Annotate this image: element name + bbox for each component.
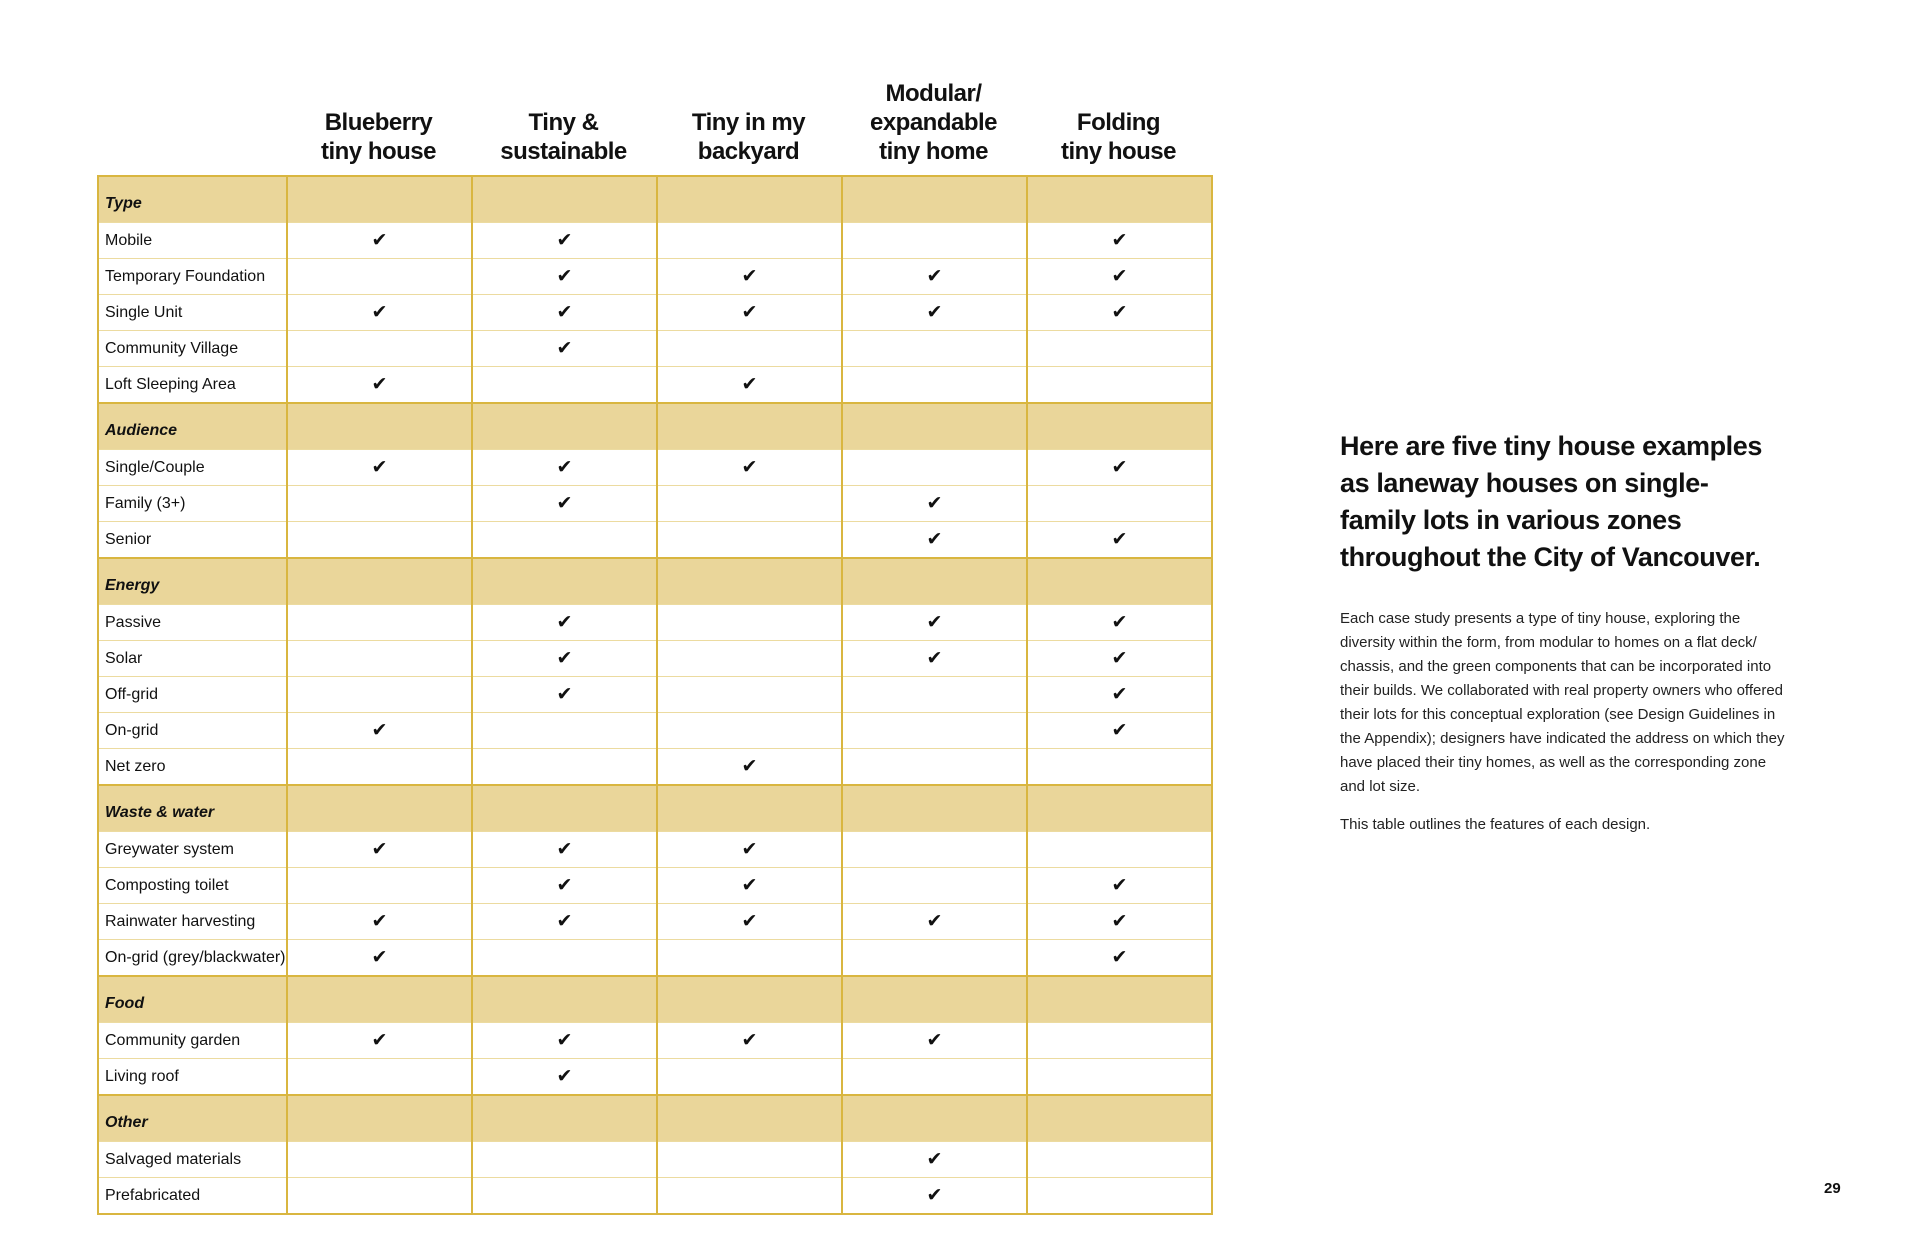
section-cell	[472, 558, 657, 605]
section-cell	[842, 176, 1027, 223]
row-label: Loft Sleeping Area	[98, 367, 287, 404]
feature-cell	[472, 641, 657, 677]
row-label: On-grid (grey/blackwater)	[98, 940, 287, 977]
row-label: Solar	[98, 641, 287, 677]
feature-cell	[287, 904, 472, 940]
column-header-line: expandable	[869, 109, 998, 136]
checkmark-icon: ✔	[556, 229, 573, 251]
section-title: Energy	[98, 558, 287, 605]
table-row	[98, 1023, 1212, 1059]
checkmark-icon: ✔	[926, 1184, 943, 1206]
feature-cell	[287, 749, 472, 786]
feature-cell	[287, 367, 472, 404]
column-header-line: tiny house	[1060, 138, 1176, 165]
feature-cell	[1027, 295, 1212, 331]
section-title: Waste & water	[98, 785, 287, 832]
checkmark-icon: ✔	[1111, 910, 1128, 932]
table-row	[98, 832, 1212, 868]
feature-cell	[842, 1059, 1027, 1096]
feature-cell	[657, 295, 842, 331]
feature-cell	[657, 605, 842, 641]
column-header-line: Modular/	[885, 80, 982, 107]
row-label: On-grid	[98, 713, 287, 749]
feature-cell	[472, 331, 657, 367]
feature-cell	[842, 295, 1027, 331]
checkmark-icon: ✔	[556, 301, 573, 323]
feature-cell	[1027, 749, 1212, 786]
checkmark-icon: ✔	[926, 1029, 943, 1051]
feature-cell	[657, 486, 842, 522]
feature-cell	[1027, 486, 1212, 522]
column-header	[286, 108, 471, 166]
table-row	[98, 223, 1212, 259]
column-header	[656, 108, 841, 166]
feature-cell	[287, 1059, 472, 1096]
section-row	[98, 176, 1212, 223]
checkmark-icon: ✔	[1111, 265, 1128, 287]
section-cell	[287, 176, 472, 223]
feature-cell	[1027, 450, 1212, 486]
feature-cell	[842, 450, 1027, 486]
feature-cell	[287, 331, 472, 367]
section-cell	[842, 403, 1027, 450]
feature-cell	[842, 904, 1027, 940]
section-cell	[657, 558, 842, 605]
checkmark-icon: ✔	[926, 492, 943, 514]
feature-cell	[1027, 1059, 1212, 1096]
column-header-line: sustainable	[500, 138, 627, 165]
table-row	[98, 1178, 1212, 1215]
feature-cell	[842, 641, 1027, 677]
section-cell	[1027, 976, 1212, 1023]
table-row	[98, 713, 1212, 749]
feature-cell	[842, 832, 1027, 868]
column-header-line: Blueberry	[324, 109, 433, 136]
row-label: Single/Couple	[98, 450, 287, 486]
checkmark-icon: ✔	[556, 456, 573, 478]
checkmark-icon: ✔	[741, 838, 758, 860]
table-row	[98, 259, 1212, 295]
feature-cell	[657, 641, 842, 677]
feature-cell	[842, 486, 1027, 522]
feature-cell	[657, 749, 842, 786]
table-row	[98, 904, 1212, 940]
table-row	[98, 450, 1212, 486]
column-header-line: Tiny in my	[691, 109, 806, 136]
feature-cell	[657, 259, 842, 295]
feature-cell	[842, 259, 1027, 295]
table-row	[98, 641, 1212, 677]
feature-cell	[287, 259, 472, 295]
section-cell	[287, 1095, 472, 1142]
section-cell	[472, 976, 657, 1023]
feature-cell	[472, 749, 657, 786]
section-cell	[657, 403, 842, 450]
feature-cell	[287, 868, 472, 904]
checkmark-icon: ✔	[556, 874, 573, 896]
column-header-line: Folding	[1076, 109, 1161, 136]
feature-cell	[287, 486, 472, 522]
table-row	[98, 486, 1212, 522]
feature-cell	[1027, 868, 1212, 904]
feature-cell	[657, 832, 842, 868]
checkmark-icon: ✔	[926, 528, 943, 550]
feature-cell	[657, 367, 842, 404]
table-row	[98, 295, 1212, 331]
feature-cell	[842, 331, 1027, 367]
feature-cell	[472, 940, 657, 977]
section-cell	[1027, 785, 1212, 832]
section-cell	[1027, 558, 1212, 605]
section-row	[98, 558, 1212, 605]
feature-cell	[1027, 1023, 1212, 1059]
feature-cell	[842, 605, 1027, 641]
section-cell	[842, 558, 1027, 605]
row-label: Rainwater harvesting	[98, 904, 287, 940]
feature-cell	[842, 1178, 1027, 1215]
checkmark-icon: ✔	[741, 874, 758, 896]
feature-cell	[472, 1142, 657, 1178]
section-cell	[842, 785, 1027, 832]
feature-cell	[657, 1142, 842, 1178]
feature-cell	[472, 223, 657, 259]
checkmark-icon: ✔	[1111, 611, 1128, 633]
section-cell	[1027, 403, 1212, 450]
feature-cell	[287, 832, 472, 868]
checkmark-icon: ✔	[741, 456, 758, 478]
checkmark-icon: ✔	[371, 1029, 388, 1051]
column-header-line: tiny house	[320, 138, 436, 165]
feature-cell	[1027, 677, 1212, 713]
feature-cell	[287, 295, 472, 331]
checkmark-icon: ✔	[371, 456, 388, 478]
feature-cell	[472, 1023, 657, 1059]
table-row	[98, 331, 1212, 367]
checkmark-icon: ✔	[1111, 946, 1128, 968]
feature-cell	[472, 522, 657, 559]
checkmark-icon: ✔	[556, 337, 573, 359]
row-label: Greywater system	[98, 832, 287, 868]
feature-cell	[1027, 223, 1212, 259]
checkmark-icon: ✔	[1111, 528, 1128, 550]
feature-cell	[657, 677, 842, 713]
feature-cell	[657, 868, 842, 904]
section-cell	[287, 976, 472, 1023]
row-label: Off-grid	[98, 677, 287, 713]
checkmark-icon: ✔	[741, 265, 758, 287]
feature-cell	[842, 677, 1027, 713]
checkmark-icon: ✔	[1111, 874, 1128, 896]
feature-cell	[287, 940, 472, 977]
feature-cell	[842, 749, 1027, 786]
feature-cell	[472, 713, 657, 749]
feature-cell	[1027, 605, 1212, 641]
checkmark-icon: ✔	[1111, 301, 1128, 323]
feature-cell	[1027, 832, 1212, 868]
table-row	[98, 1142, 1212, 1178]
feature-cell	[1027, 1142, 1212, 1178]
checkmark-icon: ✔	[1111, 647, 1128, 669]
row-label: Living roof	[98, 1059, 287, 1096]
section-cell	[472, 785, 657, 832]
feature-cell	[287, 1142, 472, 1178]
checkmark-icon: ✔	[556, 910, 573, 932]
feature-cell	[657, 713, 842, 749]
row-label: Prefabricated	[98, 1178, 287, 1215]
feature-cell	[287, 677, 472, 713]
table-row	[98, 605, 1212, 641]
section-cell	[842, 976, 1027, 1023]
section-cell	[472, 1095, 657, 1142]
checkmark-icon: ✔	[926, 265, 943, 287]
table-row	[98, 749, 1212, 786]
feature-cell	[842, 367, 1027, 404]
feature-cell	[842, 713, 1027, 749]
column-header	[841, 79, 1026, 166]
feature-cell	[657, 1023, 842, 1059]
checkmark-icon: ✔	[371, 946, 388, 968]
checkmark-icon: ✔	[556, 683, 573, 705]
section-title: Audience	[98, 403, 287, 450]
section-title: Food	[98, 976, 287, 1023]
row-label: Mobile	[98, 223, 287, 259]
section-title: Other	[98, 1095, 287, 1142]
feature-cell	[472, 1178, 657, 1215]
section-cell	[472, 176, 657, 223]
column-header-line: backyard	[697, 138, 800, 165]
feature-cell	[1027, 1178, 1212, 1215]
section-cell	[287, 558, 472, 605]
checkmark-icon: ✔	[556, 265, 573, 287]
checkmark-icon: ✔	[741, 373, 758, 395]
table-row	[98, 367, 1212, 404]
section-row	[98, 976, 1212, 1023]
feature-cell	[472, 259, 657, 295]
section-cell	[1027, 1095, 1212, 1142]
feature-cell	[472, 486, 657, 522]
feature-cell	[287, 641, 472, 677]
feature-cell	[657, 450, 842, 486]
checkmark-icon: ✔	[371, 838, 388, 860]
feature-cell	[472, 868, 657, 904]
checkmark-icon: ✔	[741, 910, 758, 932]
checkmark-icon: ✔	[741, 755, 758, 777]
checkmark-icon: ✔	[741, 1029, 758, 1051]
feature-cell	[842, 522, 1027, 559]
section-cell	[842, 1095, 1027, 1142]
row-label: Family (3+)	[98, 486, 287, 522]
feature-cell	[1027, 713, 1212, 749]
row-label: Composting toilet	[98, 868, 287, 904]
feature-cell	[657, 223, 842, 259]
feature-cell	[657, 1178, 842, 1215]
table-row	[98, 522, 1212, 559]
feature-cell	[842, 223, 1027, 259]
checkmark-icon: ✔	[926, 611, 943, 633]
feature-cell	[842, 1142, 1027, 1178]
feature-cell	[842, 868, 1027, 904]
row-label: Senior	[98, 522, 287, 559]
checkmark-icon: ✔	[926, 301, 943, 323]
feature-cell	[472, 367, 657, 404]
column-headers	[286, 70, 1211, 166]
feature-cell	[472, 904, 657, 940]
feature-cell	[657, 940, 842, 977]
column-header	[1026, 108, 1211, 166]
checkmark-icon: ✔	[371, 301, 388, 323]
checkmark-icon: ✔	[556, 838, 573, 860]
section-cell	[287, 403, 472, 450]
section-cell	[472, 403, 657, 450]
row-label: Temporary Foundation	[98, 259, 287, 295]
row-label: Salvaged materials	[98, 1142, 287, 1178]
checkmark-icon: ✔	[556, 647, 573, 669]
section-cell	[657, 176, 842, 223]
checkmark-icon: ✔	[556, 1065, 573, 1087]
features-table	[97, 175, 1213, 1215]
feature-cell	[1027, 641, 1212, 677]
feature-cell	[1027, 904, 1212, 940]
checkmark-icon: ✔	[1111, 683, 1128, 705]
checkmark-icon: ✔	[556, 611, 573, 633]
checkmark-icon: ✔	[926, 1148, 943, 1170]
feature-cell	[1027, 367, 1212, 404]
row-label: Single Unit	[98, 295, 287, 331]
feature-cell	[287, 450, 472, 486]
checkmark-icon: ✔	[1111, 229, 1128, 251]
feature-cell	[287, 522, 472, 559]
feature-cell	[842, 1023, 1027, 1059]
checkmark-icon: ✔	[556, 1029, 573, 1051]
feature-cell	[472, 832, 657, 868]
section-cell	[1027, 176, 1212, 223]
column-header-line: tiny home	[879, 138, 988, 165]
checkmark-icon: ✔	[371, 719, 388, 741]
feature-cell	[472, 605, 657, 641]
checkmark-icon: ✔	[926, 647, 943, 669]
table-row	[98, 940, 1212, 977]
feature-cell	[1027, 331, 1212, 367]
checkmark-icon: ✔	[926, 910, 943, 932]
feature-cell	[657, 331, 842, 367]
checkmark-icon: ✔	[371, 229, 388, 251]
feature-cell	[657, 904, 842, 940]
intro-heading: Here are five tiny house examples as laneway houses on single-family lots in various zones throughout the City of Vancouver.	[1340, 431, 1763, 572]
feature-cell	[287, 1178, 472, 1215]
section-row	[98, 403, 1212, 450]
feature-cell	[842, 940, 1027, 977]
row-label: Net zero	[98, 749, 287, 786]
table-row	[98, 1059, 1212, 1096]
feature-cell	[287, 223, 472, 259]
section-cell	[657, 1095, 842, 1142]
intro-body: Each case study presents a type of tiny house, exploring the diversity within the form, from modular to homes on a flat deck/ chassis, and the green components that can be incorporated into their builds. We collaborated with real property owners who offered their lots for this conceptual exploration (see Design Guidelines in the Appendix); designers have indicated the address on which they have placed their tiny homes, as well as the corresponding zone and lot size.	[1340, 610, 1785, 795]
section-row	[98, 1095, 1212, 1142]
table-row	[98, 868, 1212, 904]
table-row	[98, 677, 1212, 713]
feature-cell	[657, 1059, 842, 1096]
checkmark-icon: ✔	[1111, 456, 1128, 478]
section-cell	[657, 785, 842, 832]
row-label: Passive	[98, 605, 287, 641]
feature-cell	[472, 450, 657, 486]
feature-cell	[287, 713, 472, 749]
checkmark-icon: ✔	[1111, 719, 1128, 741]
row-label: Community Village	[98, 331, 287, 367]
column-header-line: Tiny &	[528, 109, 599, 136]
section-title: Type	[98, 176, 287, 223]
row-label: Community garden	[98, 1023, 287, 1059]
checkmark-icon: ✔	[556, 492, 573, 514]
page-number: 29	[1824, 1180, 1841, 1197]
column-header	[471, 108, 656, 166]
feature-cell	[287, 605, 472, 641]
checkmark-icon: ✔	[741, 301, 758, 323]
section-cell	[657, 976, 842, 1023]
feature-cell	[472, 1059, 657, 1096]
section-cell	[287, 785, 472, 832]
intro-note: This table outlines the features of each design.	[1340, 816, 1651, 833]
feature-cell	[472, 677, 657, 713]
feature-cell	[472, 295, 657, 331]
feature-cell	[1027, 940, 1212, 977]
checkmark-icon: ✔	[371, 373, 388, 395]
feature-cell	[657, 522, 842, 559]
feature-cell	[1027, 259, 1212, 295]
section-row	[98, 785, 1212, 832]
feature-cell	[1027, 522, 1212, 559]
feature-cell	[287, 1023, 472, 1059]
checkmark-icon: ✔	[371, 910, 388, 932]
